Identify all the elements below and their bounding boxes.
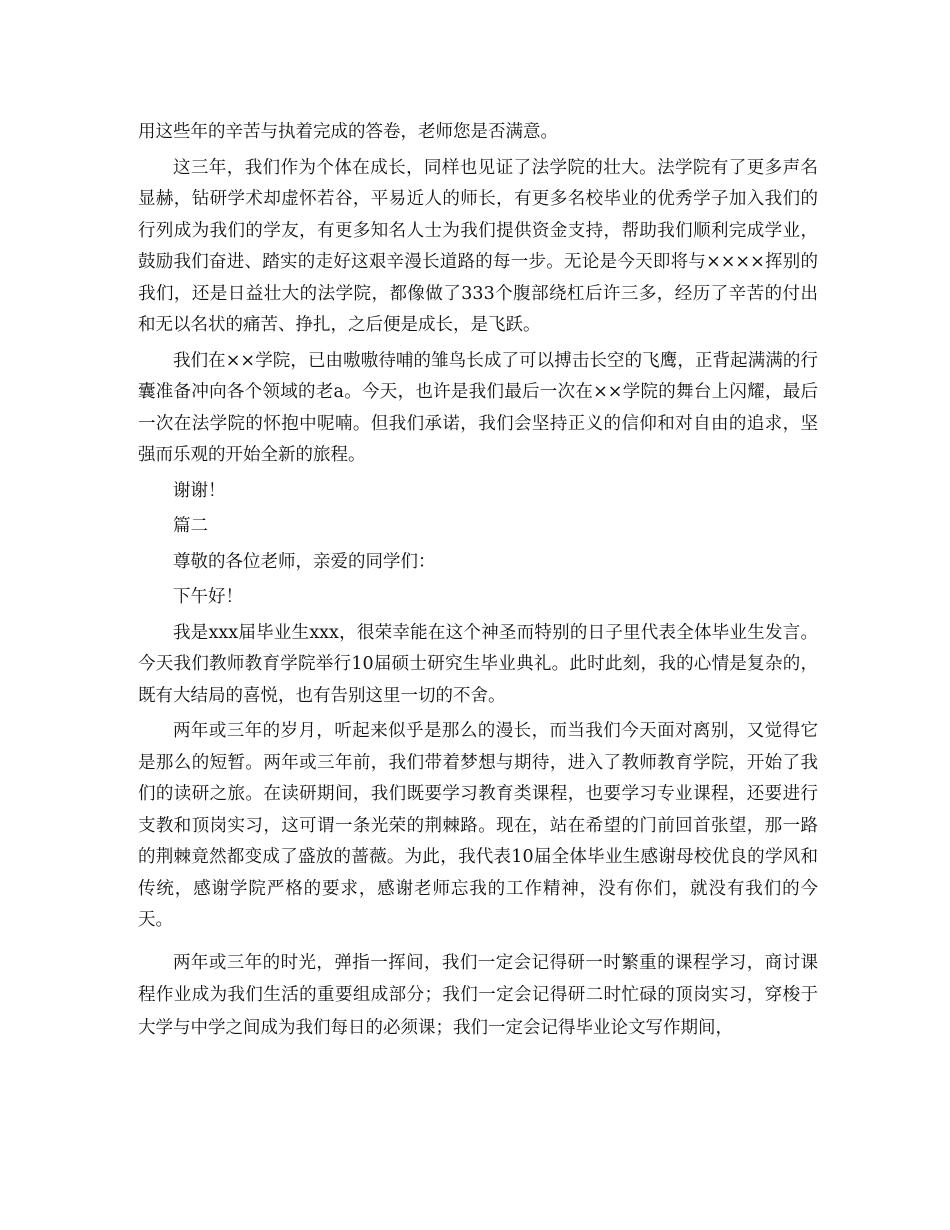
paragraph-3: 我们在××学院，已由嗷嗷待哺的雏鸟长成了可以搏击长空的飞鹰，正背起满满的行囊准备冲向各个领域的老a。今天，也许是我们最后一次在××学院的舞台上闪耀，最后一次在法学院的怀抱中呢喃。但我们承诺，我们会坚持正义的信仰和对自由的追求，坚强而乐观的开始全新的旅程。 (138, 350, 818, 465)
paragraph-salutation: 尊敬的各位老师，亲爱的同学们： (173, 551, 436, 572)
paragraph-1: 用这些年的辛苦与执着完成的答卷，老师您是否满意。 (138, 122, 558, 142)
paragraph-introduction: 我是xxx届毕业生xxx，很荣幸能在这个神圣而特别的日子里代表全体毕业生发言。今天我们教师教育学院举行10届硕士研究生毕业典礼。此时此刻，我的心情是复杂的，既有大结局的喜悦，也有告别这里一切的不舍。 (138, 622, 818, 706)
paragraph-greeting: 下午好！ (173, 587, 243, 607)
paragraph-thanks: 谢谢！ (173, 480, 226, 501)
paragraph-2: 这三年，我们作为个体在成长，同样也见证了法学院的壮大。法学院有了更多声名显赫，钻研学术却虚怀若谷，平易近人的师长，有更多名校毕业的优秀学子加入我们的行列成为我们的学友，有更多知名人士为我们提供资金支持，帮助我们顺利完成学业，鼓励我们奋进、踏实的走好这艰辛漫长道路的每一步。无论是今天即将与××××挥别的我们，还是日益壮大的法学院，都像做了333个腹部绕杠后许三多，经历了辛苦的付出和无以名状的痛苦、挣扎，之后便是成长，是飞跃。 (138, 157, 818, 335)
paragraph-years: 两年或三年的岁月，听起来似乎是那么的漫长，而当我们今天面对离别，又觉得它是那么的短暂。两年或三年前，我们带着梦想与期待，进入了教师教育学院，开始了我们的读研之旅。在读研期间，我们既要学习教育类课程，也要学习专业课程，还要进行支教和顶岗实习，这可谓一条光荣的荆棘路。现在，站在希望的门前回首张望，那一路的荆棘竟然都变成了盛放的蔷薇。为此，我代表10届全体毕业生感谢母校优良的学风和传统，感谢学院严格的要求，感谢老师忘我的工作精神，没有你们，就没有我们的今天。 (138, 721, 818, 930)
document-body (138, 117, 818, 1044)
section-heading-part-two: 篇二 (173, 516, 208, 536)
paragraph-memories: 两年或三年的时光，弹指一挥间，我们一定会记得研一时繁重的课程学习，商讨课程作业成为我们生活的重要组成部分；我们一定会记得研二时忙碌的顶岗实习，穿梭于大学与中学之间成为我们每日的必须课；我们一定会记得毕业论文写作期间， (138, 952, 818, 1038)
